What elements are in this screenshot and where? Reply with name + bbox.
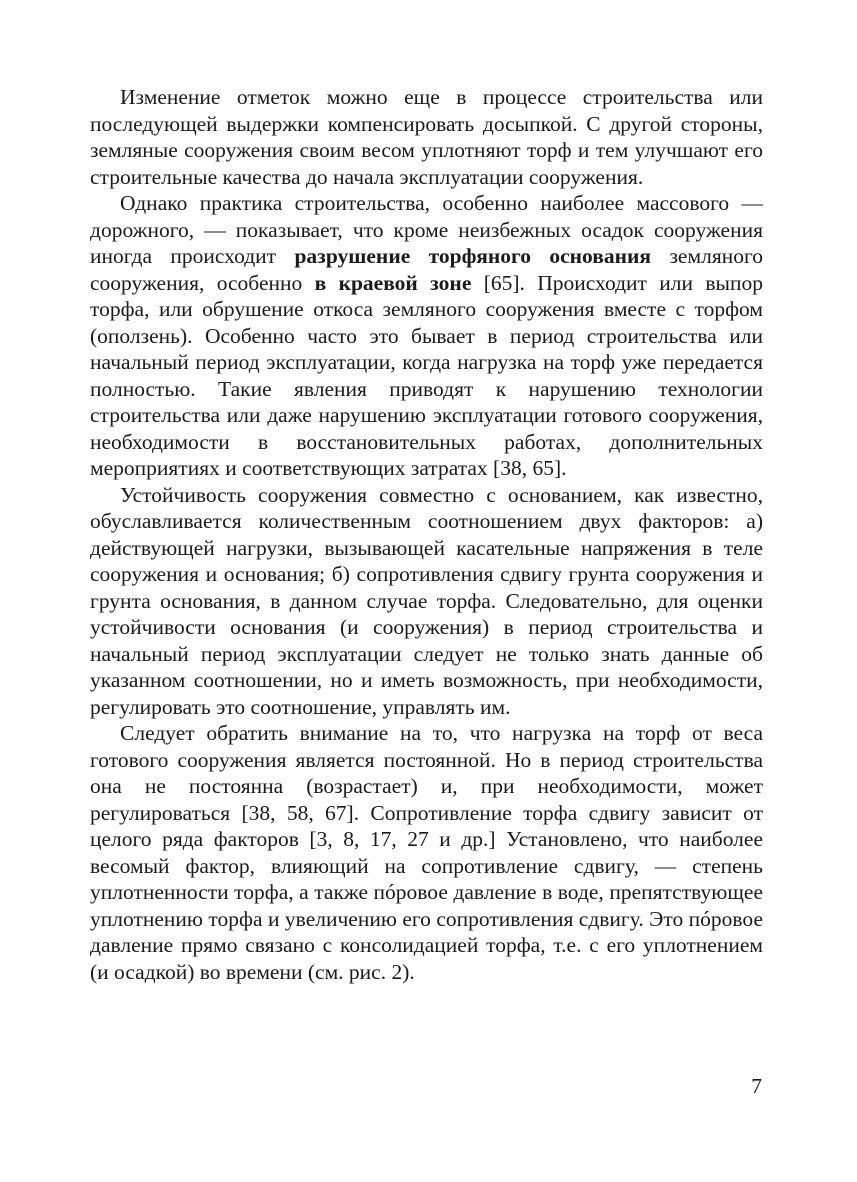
paragraph-3 <box>90 482 763 721</box>
paragraph-4 <box>90 720 763 985</box>
paragraph-2-text-a: Однако практика строительства, особенно наиболее массового — дорожного, — показывает, что кроме неизбежных осадок сооружения иногда происходит <box>90 191 763 268</box>
paragraph-2-bold-term-2: в краевой зоне <box>314 270 472 295</box>
paragraph-2-text-c: [65]. Происходит или выпор торфа, или обрушение откоса земляного сооружения вместе с торфом (оползень). Особенно часто это бывает в период строительства или начальный период эксплуатации, когда нагрузка на торф уже передается полностью. Такие явления приводят к нарушению технологии строительства или даже нарушению эксплуатации готового сооружения, необходимости в восстановительных работах, дополнительных мероприятиях и соответствующих затратах [38, 65]. <box>90 270 763 480</box>
page-number: 7 <box>751 1074 762 1098</box>
paragraph-3-text: Устойчивость сооружения совместно с основанием, как известно, обуславливается количественным соотношением двух факторов: а) действующей нагрузки, вызывающей касательные напряжения в теле сооружения и основания; б) сопротивления сдвигу грунта сооружения и грунта основания, в данном случае торфа. Следовательно, для оценки устойчивости основания (и сооружения) в период строительства и начальный период эксплуатации следует не только знать данные об указанном соотношении, но и иметь возможность, при необходимости, регулировать это соотношение, управлять им. <box>90 482 763 719</box>
paragraph-2-bold-term-1: разрушение торфяного основания <box>294 244 652 268</box>
paragraph-1-text: Изменение отметок можно еще в процессе строительства или последующей выдержки компенсировать досыпкой. С другой стороны, земляные сооружения своим весом уплотняют торф и тем улучшают его строительные качества до начала эксплуатации сооружения. <box>90 85 763 189</box>
paragraph-2-text-b: земляного сооружения, особенно <box>90 244 763 295</box>
page-body <box>90 84 763 985</box>
paragraph-2 <box>90 190 763 482</box>
paragraph-1 <box>90 84 763 190</box>
paragraph-4-text: Следует обратить внимание на то, что нагрузка на торф от веса готового сооружения является постоянной. Но в период строительства она не постоянна (возрастает) и, при необходимости, может регулироваться [38, 58, 67]. Сопротивление торфа сдвигу зависит от целого ряда факторов [3, 8, 17, 27 и др.] Установлено, что наиболее весомый фактор, влияющий на сопротивление сдвигу, — степень уплотненности торфа, а также пóровое давление в воде, препятствующее уплотнению торфа и увеличению его сопротивления сдвигу. Это пóровое давление прямо связано с консолидацией торфа, т.е. с его уплотнением (и осадкой) во времени (см. рис. 2). <box>90 721 763 984</box>
